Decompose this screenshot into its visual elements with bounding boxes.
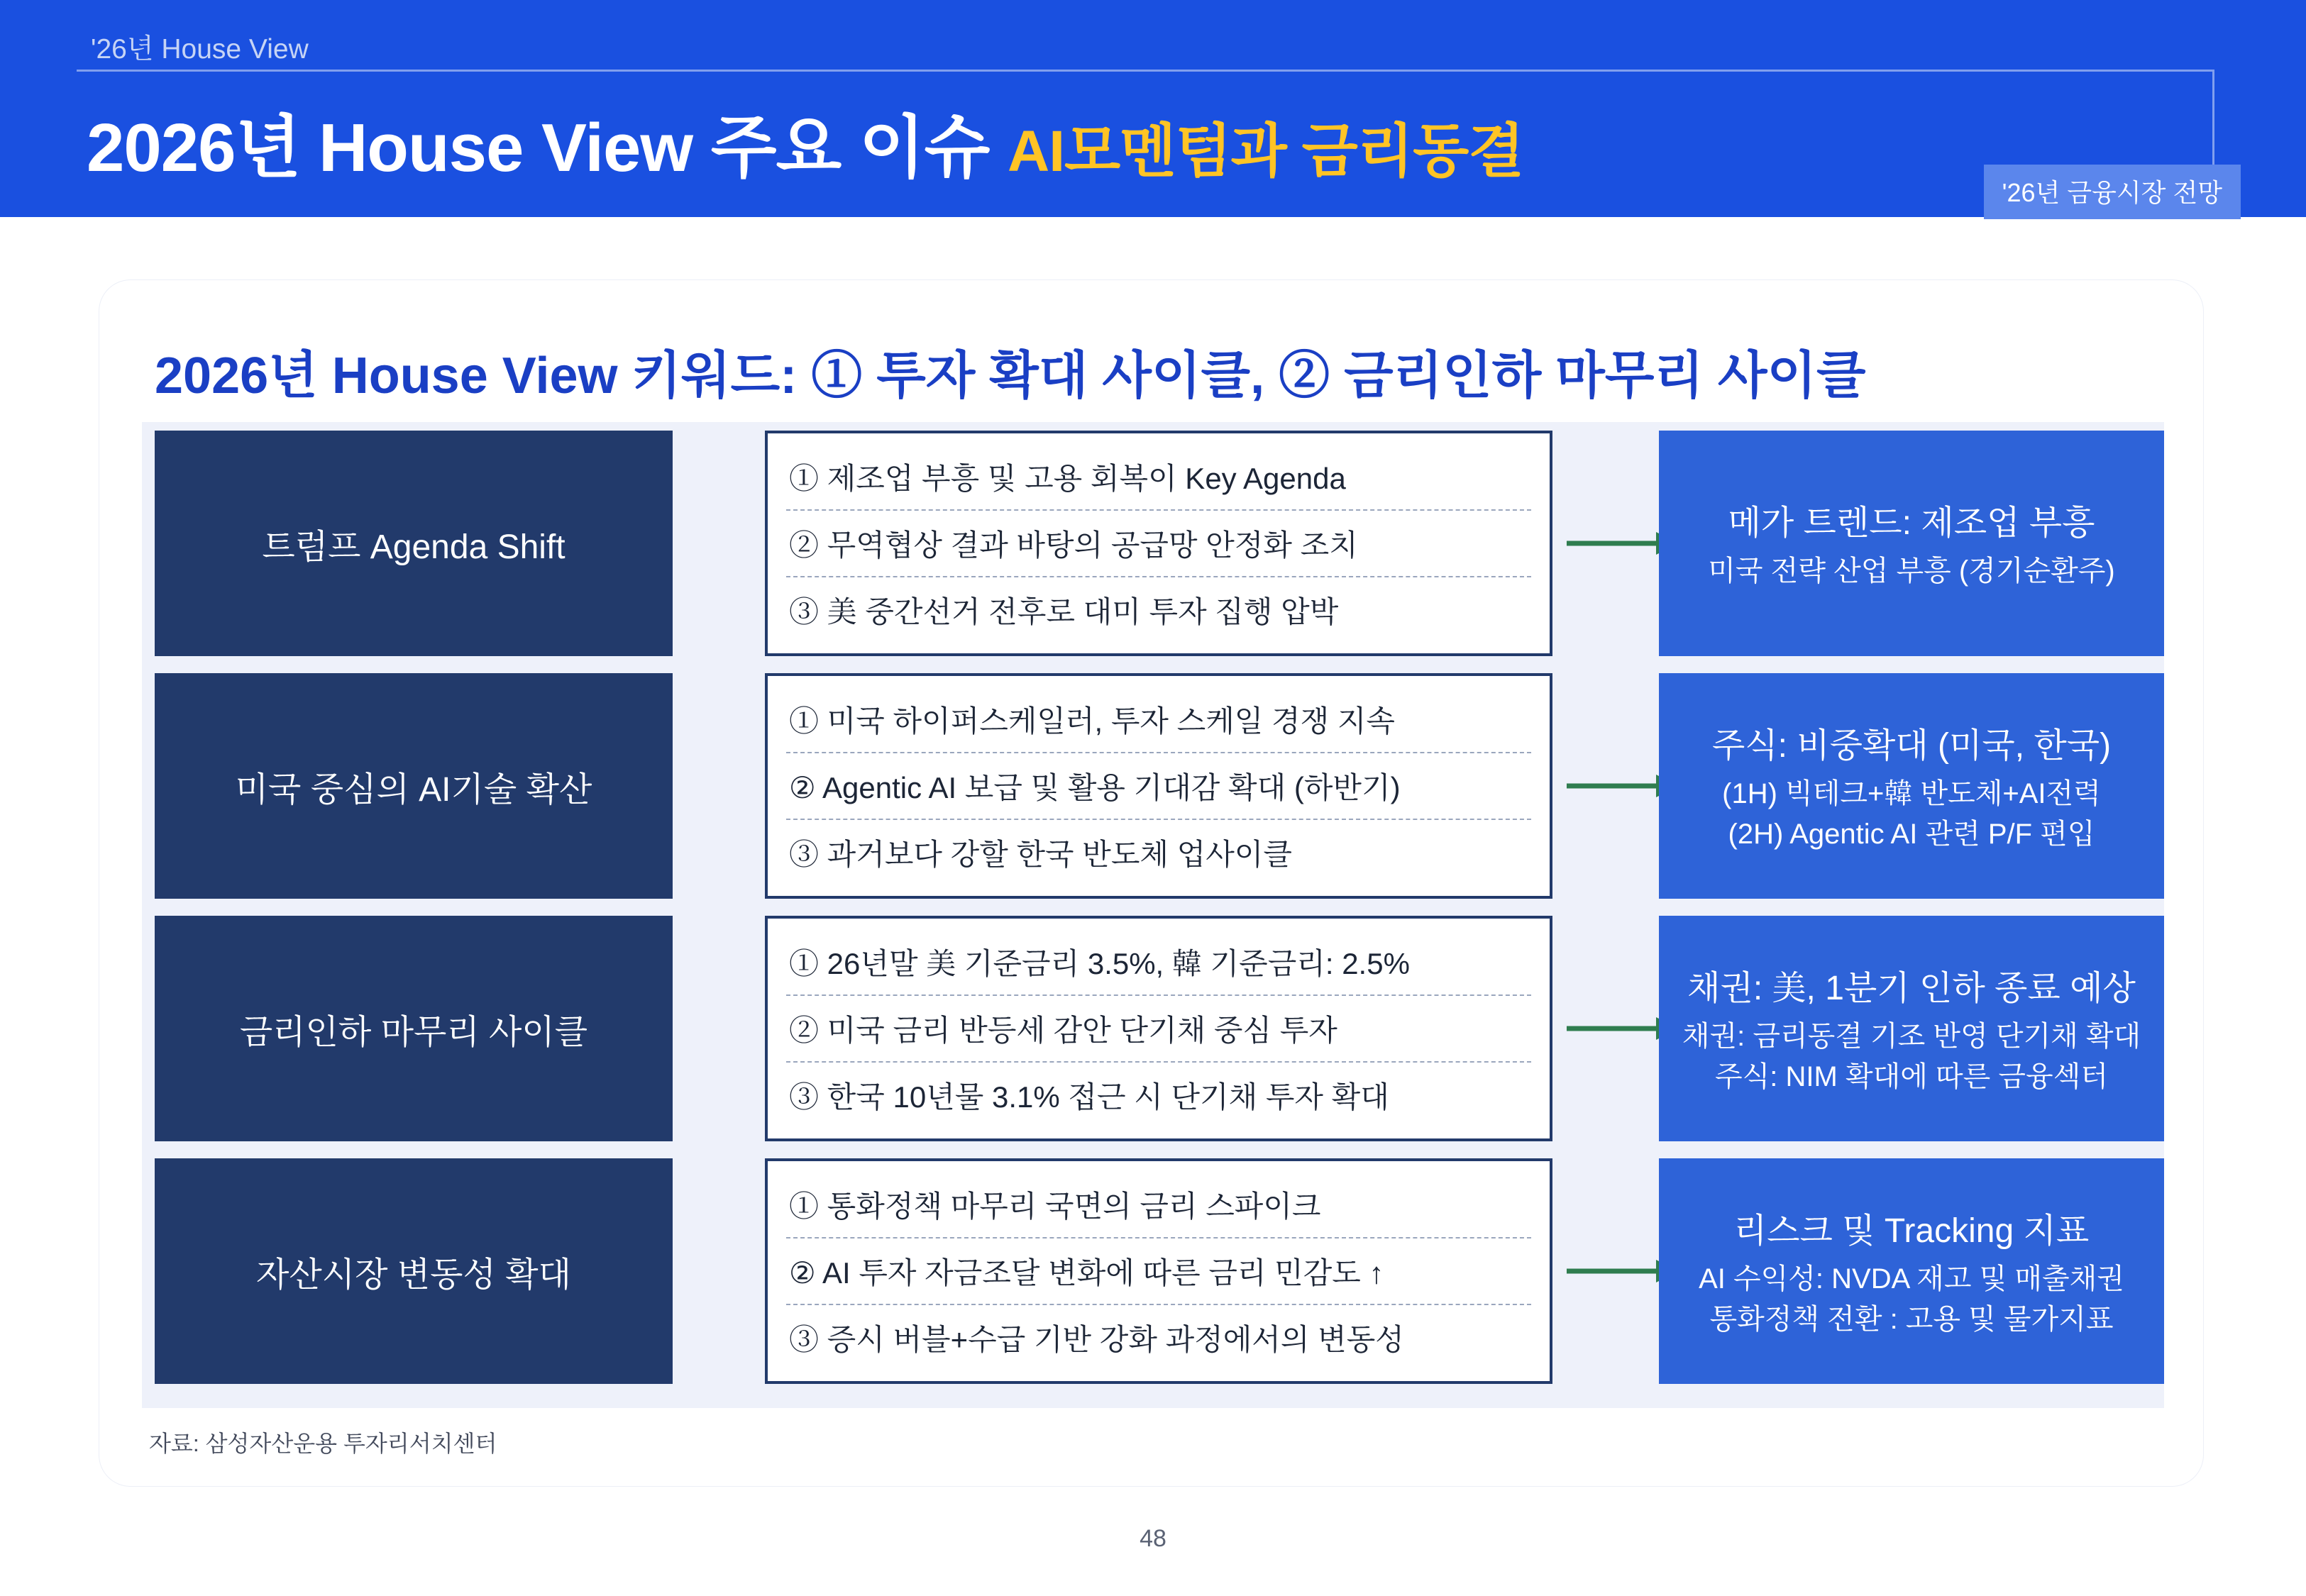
source-note: 자료: 삼성자산운용 투자리서치센터 bbox=[149, 1431, 497, 1456]
detail-item: ③ 과거보다 강할 한국 반도체 업사이클 bbox=[786, 819, 1531, 885]
outcome-sub: 미국 전략 산업 부흥 (경기순환주) bbox=[1708, 555, 2115, 587]
detail-item: ③ 한국 10년물 3.1% 접근 시 단기채 투자 확대 bbox=[786, 1061, 1531, 1128]
row-category: 금리인하 마무리 사이클 bbox=[155, 916, 673, 1141]
detail-item: ② 무역협상 결과 바탕의 공급망 안정화 조치 bbox=[786, 509, 1531, 576]
row-detail-box bbox=[765, 673, 1552, 899]
outcome-sub: AI 수익성: NVDA 재고 및 매출채권 bbox=[1699, 1263, 2124, 1295]
row-outcome bbox=[1659, 431, 2164, 656]
outcome-sub: (1H) 빅테크+韓 반도체+AI전력 bbox=[1722, 777, 2101, 809]
matrix-row bbox=[155, 916, 2151, 1141]
matrix-row bbox=[155, 1158, 2151, 1384]
card-title: 2026년 House View 키워드: ① 투자 확대 사이클, ② 금리인하 마무리 사이클 bbox=[155, 348, 1866, 404]
issue-matrix bbox=[142, 422, 2164, 1408]
outcome-sub: 통화정책 전환 : 고용 및 물가지표 bbox=[1709, 1303, 2114, 1335]
detail-item: ② AI 투자 자금조달 변화에 따른 금리 민감도 ↑ bbox=[786, 1237, 1531, 1304]
outcome-main: 채권: 美, 1분기 인하 종료 예상 bbox=[1687, 969, 2136, 1007]
outcome-sub: 채권: 금리동결 기조 반영 단기채 확대 bbox=[1682, 1020, 2141, 1052]
row-category: 미국 중심의 AI기술 확산 bbox=[155, 673, 673, 899]
matrix-row bbox=[155, 431, 2151, 656]
row-detail-box bbox=[765, 916, 1552, 1141]
row-detail-box bbox=[765, 431, 1552, 656]
outcome-sub: 주식: NIM 확대에 따른 금융섹터 bbox=[1715, 1060, 2108, 1092]
outcome-main: 주식: 비중확대 (미국, 한국) bbox=[1711, 726, 2112, 765]
outcome-main: 리스크 및 Tracking 지표 bbox=[1733, 1212, 2090, 1250]
outcome-main: 메가 트렌드: 제조업 부흥 bbox=[1728, 504, 2095, 543]
header-eyebrow: '26년 House View bbox=[91, 34, 309, 65]
outcome-sub: (2H) Agentic AI 관련 P/F 편입 bbox=[1728, 818, 2095, 850]
page-number: 48 bbox=[1140, 1525, 1166, 1552]
detail-item: ① 통화정책 마무리 국면의 금리 스파이크 bbox=[789, 1190, 1321, 1223]
row-outcome bbox=[1659, 673, 2164, 899]
header-badge: '26년 금융시장 전망 bbox=[1984, 165, 2241, 219]
row-category: 자산시장 변동성 확대 bbox=[155, 1158, 673, 1384]
detail-item: ① 26년말 美 기준금리 3.5%, 韓 기준금리: 2.5% bbox=[789, 947, 1410, 980]
row-outcome bbox=[1659, 1158, 2164, 1384]
header-divider bbox=[77, 70, 2212, 72]
detail-item: ② Agentic AI 보급 및 활용 기대감 확대 (하반기) bbox=[786, 752, 1531, 819]
detail-item: ② 미국 금리 반등세 감안 단기채 중심 투자 bbox=[786, 994, 1531, 1061]
detail-item: ③ 美 중간선거 전후로 대미 투자 집행 압박 bbox=[786, 576, 1531, 643]
detail-item: ③ 증시 버블+수급 기반 강화 과정에서의 변동성 bbox=[786, 1304, 1531, 1370]
detail-item: ① 제조업 부흥 및 고용 회복이 Key Agenda bbox=[789, 462, 1346, 495]
detail-item: ① 미국 하이퍼스케일러, 투자 스케일 경쟁 지속 bbox=[789, 704, 1395, 738]
page-title-accent: AI모멘텀과 금리동결 bbox=[1008, 119, 1524, 184]
matrix-row bbox=[155, 673, 2151, 899]
slide-header bbox=[0, 0, 2306, 217]
content-card bbox=[99, 280, 2203, 1486]
page-title-main: 2026년 House View 주요 이슈 bbox=[87, 110, 990, 186]
row-outcome bbox=[1659, 916, 2164, 1141]
row-category: 트럼프 Agenda Shift bbox=[155, 431, 673, 656]
row-detail-box bbox=[765, 1158, 1552, 1384]
page-title bbox=[87, 94, 1524, 191]
